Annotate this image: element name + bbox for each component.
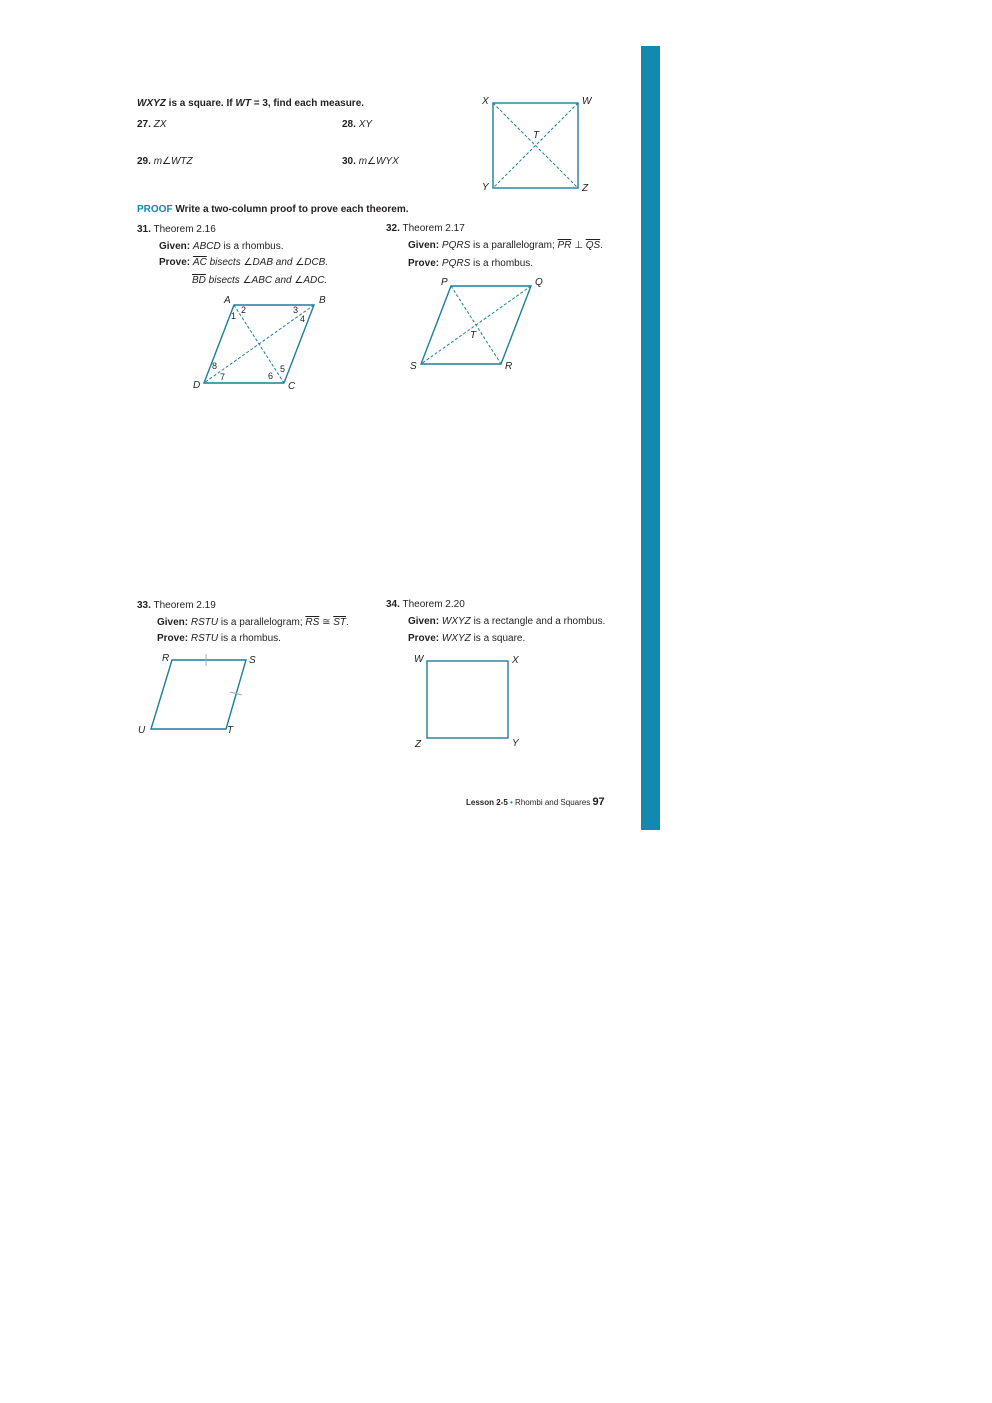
vertex-label-z: Z <box>415 739 422 750</box>
vertex-label-u: U <box>138 725 146 736</box>
proof-instructions: Write a two-column proof to prove each theorem. <box>175 204 409 215</box>
prove-label: Prove: <box>157 633 189 644</box>
intersection-label-t: T <box>470 330 477 341</box>
exercise-text: m∠WYX <box>358 156 399 167</box>
given-text: is a rhombus. <box>220 241 284 252</box>
intro-text: is a square. If <box>165 98 236 109</box>
vertex-label-c: C <box>288 381 296 392</box>
given-label: Given: <box>408 616 440 627</box>
figure-name: RSTU <box>190 633 219 644</box>
vertex-label-z: Z <box>582 183 589 194</box>
segment-ac: $\overline{AC}$ <box>192 257 207 268</box>
theorem-name: Theorem 2.17 <box>402 223 465 234</box>
exercise-number: 32. <box>386 223 400 234</box>
angle-number-8: 8 <box>212 361 218 371</box>
figure-name: ABCD <box>192 241 221 252</box>
segment-bd: $\overline{BD}$ <box>192 275 206 286</box>
vertex-label-y: Y <box>512 738 519 749</box>
theorem-name: Theorem 2.19 <box>153 600 216 611</box>
angle-number-7: 7 <box>220 372 226 382</box>
figure-name: WXYZ <box>441 616 471 627</box>
prove-label: Prove: <box>408 633 440 644</box>
vertex-label-s: S <box>249 655 256 666</box>
figure-name: RSTU <box>190 617 219 628</box>
exercise-text: m∠WTZ <box>153 156 193 167</box>
angle-number-5: 5 <box>280 364 286 374</box>
figure-name: PQRS <box>441 240 471 251</box>
given-end: . <box>346 617 349 628</box>
vertex-label-r: R <box>505 361 513 372</box>
angle-number-4: 4 <box>300 314 306 324</box>
footer-lesson: Lesson 2-5 <box>466 798 508 807</box>
vertex-label-s: S <box>410 361 417 372</box>
prove-text: is a square. <box>470 633 526 644</box>
exercise-number: 27. <box>137 119 151 130</box>
prove-label: Prove: <box>159 257 191 268</box>
prove-label: Prove: <box>408 258 440 269</box>
exercise-number: 34. <box>386 599 400 610</box>
prove-text: bisects ∠ABC and ∠ADC. <box>205 275 328 286</box>
intro-value: = 3, find each measure. <box>250 98 365 109</box>
prove-text: bisects ∠DAB and ∠DCB. <box>206 257 329 268</box>
footer-bullet: • <box>507 798 516 807</box>
exercise-number: 33. <box>137 600 151 611</box>
vertex-label-x: X <box>482 96 489 107</box>
exercise-text: XY <box>358 119 373 130</box>
vertex-label-y: Y <box>482 182 489 193</box>
angle-number-2: 2 <box>241 305 247 315</box>
exercise-number: 31. <box>137 224 151 235</box>
vertex-label-b: B <box>319 295 326 306</box>
vertex-label-a: A <box>224 295 231 306</box>
segment-pr: $\overline{PR}$ <box>557 240 572 251</box>
given-text: is a parallelogram; <box>470 240 558 251</box>
vertex-label-w: W <box>414 654 424 665</box>
vertex-label-r: R <box>162 653 170 664</box>
segment-st: $\overline{ST}$ <box>333 617 347 628</box>
prove-text: is a rhombus. <box>470 258 534 269</box>
theorem-name: Theorem 2.16 <box>153 224 216 235</box>
page-number: 97 <box>592 796 605 808</box>
given-end: . <box>600 240 603 251</box>
center-label-t: T <box>533 130 540 141</box>
segment-name: WT <box>235 98 251 109</box>
angle-number-1: 1 <box>231 311 237 321</box>
exercise-number: 28. <box>342 119 356 130</box>
vertex-label-q: Q <box>535 277 543 288</box>
exercise-number: 30. <box>342 156 356 167</box>
given-text: is a parallelogram; <box>218 617 306 628</box>
proof-tag: PROOF <box>137 204 173 215</box>
square-name: WXYZ <box>137 98 166 109</box>
square-outline <box>427 661 508 738</box>
given-text: is a rectangle and a rhombus. <box>470 616 606 627</box>
perpendicular-symbol: ⊥ <box>571 240 586 251</box>
given-label: Given: <box>408 240 440 251</box>
given-label: Given: <box>159 241 191 252</box>
vertex-label-t: T <box>227 725 234 736</box>
given-label: Given: <box>157 617 189 628</box>
figure-name: WXYZ <box>441 633 471 644</box>
exercise-number: 29. <box>137 156 151 167</box>
vertex-label-x: X <box>512 655 519 666</box>
segment-qs: $\overline{QS}$ <box>585 240 601 251</box>
angle-number-3: 3 <box>293 305 299 315</box>
angle-number-6: 6 <box>268 371 274 381</box>
vertex-label-w: W <box>582 96 592 107</box>
theorem-name: Theorem 2.20 <box>402 599 465 610</box>
exercise-text: ZX <box>153 119 167 130</box>
prove-text: is a rhombus. <box>218 633 281 644</box>
vertex-label-p: P <box>441 277 448 288</box>
figure-name: PQRS <box>441 258 471 269</box>
vertex-label-d: D <box>193 380 201 391</box>
footer-title: Rhombi and Squares <box>515 798 591 807</box>
congruent-symbol: ≅ <box>319 617 334 628</box>
segment-rs: $\overline{RS}$ <box>305 617 320 628</box>
page-footer <box>466 796 605 809</box>
